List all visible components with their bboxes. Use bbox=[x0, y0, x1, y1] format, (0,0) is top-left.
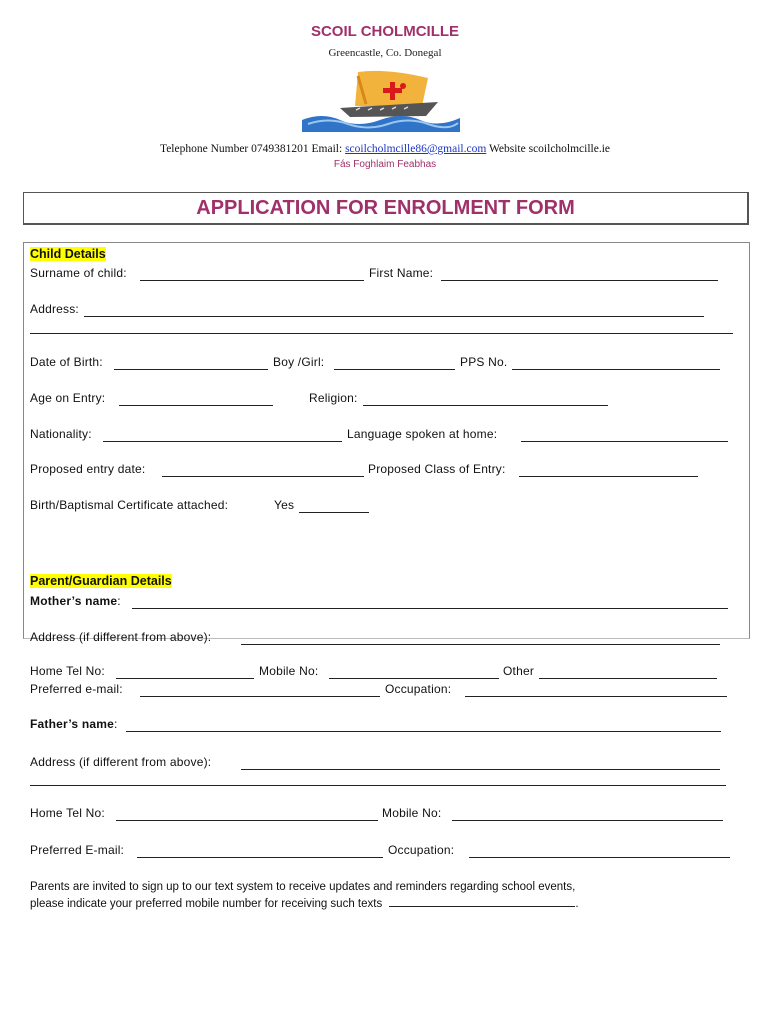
mother-email-label: Preferred e-mail: bbox=[30, 682, 123, 696]
language-field[interactable] bbox=[521, 441, 728, 442]
fathers-name-colon: : bbox=[113, 717, 118, 731]
mother-address-field[interactable] bbox=[241, 644, 720, 645]
entry-date-label: Proposed entry date: bbox=[30, 462, 146, 476]
boy-girl-field[interactable] bbox=[334, 369, 455, 370]
form-title-box bbox=[23, 192, 749, 225]
notice-line-1: Parents are invited to sign up to our text system to receive updates and reminders regarding school events, bbox=[30, 881, 576, 893]
father-address-field-line-2[interactable] bbox=[30, 785, 726, 786]
contact-line bbox=[0, 143, 770, 155]
website-text: scoilcholmcille.ie bbox=[528, 143, 611, 155]
dob-label: Date of Birth: bbox=[30, 355, 103, 369]
mothers-name-label bbox=[30, 594, 121, 608]
notice-mobile-field[interactable] bbox=[389, 896, 575, 907]
entry-class-field[interactable] bbox=[519, 476, 698, 477]
mothers-name-colon: : bbox=[117, 594, 121, 608]
mother-home-tel-label: Home Tel No: bbox=[30, 664, 105, 678]
certificate-yes-label: Yes bbox=[274, 498, 295, 512]
religion-label: Religion: bbox=[309, 391, 358, 405]
mother-occupation-label: Occupation: bbox=[385, 682, 452, 696]
father-home-tel-label: Home Tel No: bbox=[30, 806, 105, 820]
mother-mobile-field[interactable] bbox=[329, 678, 499, 679]
mother-email-field[interactable] bbox=[140, 696, 380, 697]
address-field-line-2[interactable] bbox=[30, 333, 733, 334]
boy-girl-label: Boy /Girl: bbox=[273, 355, 325, 369]
entry-date-field[interactable] bbox=[162, 476, 364, 477]
religion-field[interactable] bbox=[363, 405, 608, 406]
email-label: Email: bbox=[311, 143, 343, 155]
pps-label: PPS No. bbox=[460, 355, 508, 369]
certificate-yes-field[interactable] bbox=[299, 512, 369, 513]
mother-other-label: Other bbox=[503, 664, 535, 678]
age-entry-label: Age on Entry: bbox=[30, 391, 106, 405]
mother-occupation-field[interactable] bbox=[465, 696, 727, 697]
ship-logo-icon bbox=[300, 66, 462, 132]
father-mobile-field[interactable] bbox=[452, 820, 723, 821]
language-label: Language spoken at home: bbox=[347, 427, 498, 441]
school-logo bbox=[300, 66, 462, 132]
notice-line-2-wrap bbox=[30, 896, 720, 913]
fathers-name-label bbox=[30, 717, 118, 731]
mothers-name-field[interactable] bbox=[132, 608, 728, 609]
fathers-name-text: Father’s name bbox=[30, 717, 114, 731]
pps-field[interactable] bbox=[512, 369, 720, 370]
mother-mobile-label: Mobile No: bbox=[259, 664, 319, 678]
email-link[interactable]: scoilcholmcille86@gmail.com bbox=[345, 143, 487, 155]
mother-address-label: Address (if different from above): bbox=[30, 630, 212, 644]
father-address-field[interactable] bbox=[241, 769, 720, 770]
father-home-tel-field[interactable] bbox=[116, 820, 378, 821]
father-occupation-field[interactable] bbox=[469, 857, 730, 858]
first-name-label: First Name: bbox=[369, 266, 434, 280]
father-email-label: Preferred E-mail: bbox=[30, 843, 125, 857]
address-label: Address: bbox=[30, 302, 79, 316]
notice-line-2: please indicate your preferred mobile number for receiving such texts bbox=[30, 898, 383, 910]
fathers-name-field[interactable] bbox=[126, 731, 721, 732]
phone-label: Telephone Number bbox=[159, 143, 249, 155]
nationality-field[interactable] bbox=[103, 441, 342, 442]
phone-number: 0749381201 bbox=[251, 143, 309, 155]
website-label: Website bbox=[488, 143, 526, 155]
mother-other-field[interactable] bbox=[539, 678, 717, 679]
first-name-field[interactable] bbox=[441, 280, 718, 281]
parent-details-heading: Parent/Guardian Details bbox=[30, 574, 172, 588]
certificate-label: Birth/Baptismal Certificate attached: bbox=[30, 498, 229, 512]
mothers-name-text: Mother’s name bbox=[30, 594, 118, 608]
form-title: APPLICATION FOR ENROLMENT FORM bbox=[196, 197, 575, 219]
nationality-label: Nationality: bbox=[30, 427, 92, 441]
school-location: Greencastle, Co. Donegal bbox=[328, 47, 442, 59]
text-system-notice bbox=[30, 879, 720, 913]
mother-home-tel-field[interactable] bbox=[116, 678, 254, 679]
father-mobile-label: Mobile No: bbox=[382, 806, 442, 820]
notice-end: . bbox=[575, 898, 579, 910]
age-entry-field[interactable] bbox=[119, 405, 273, 406]
father-email-field[interactable] bbox=[137, 857, 383, 858]
entry-class-label: Proposed Class of Entry: bbox=[368, 462, 506, 476]
surname-field[interactable] bbox=[140, 280, 364, 281]
dob-field[interactable] bbox=[114, 369, 268, 370]
school-motto: Fás Foghlaim Feabhas bbox=[333, 159, 437, 170]
father-occupation-label: Occupation: bbox=[388, 843, 455, 857]
address-field[interactable] bbox=[84, 316, 704, 317]
surname-label: Surname of child: bbox=[30, 266, 127, 280]
school-name: SCOIL CHOLMCILLE bbox=[310, 23, 460, 40]
father-address-label: Address (if different from above): bbox=[30, 755, 212, 769]
child-details-heading: Child Details bbox=[30, 247, 106, 261]
